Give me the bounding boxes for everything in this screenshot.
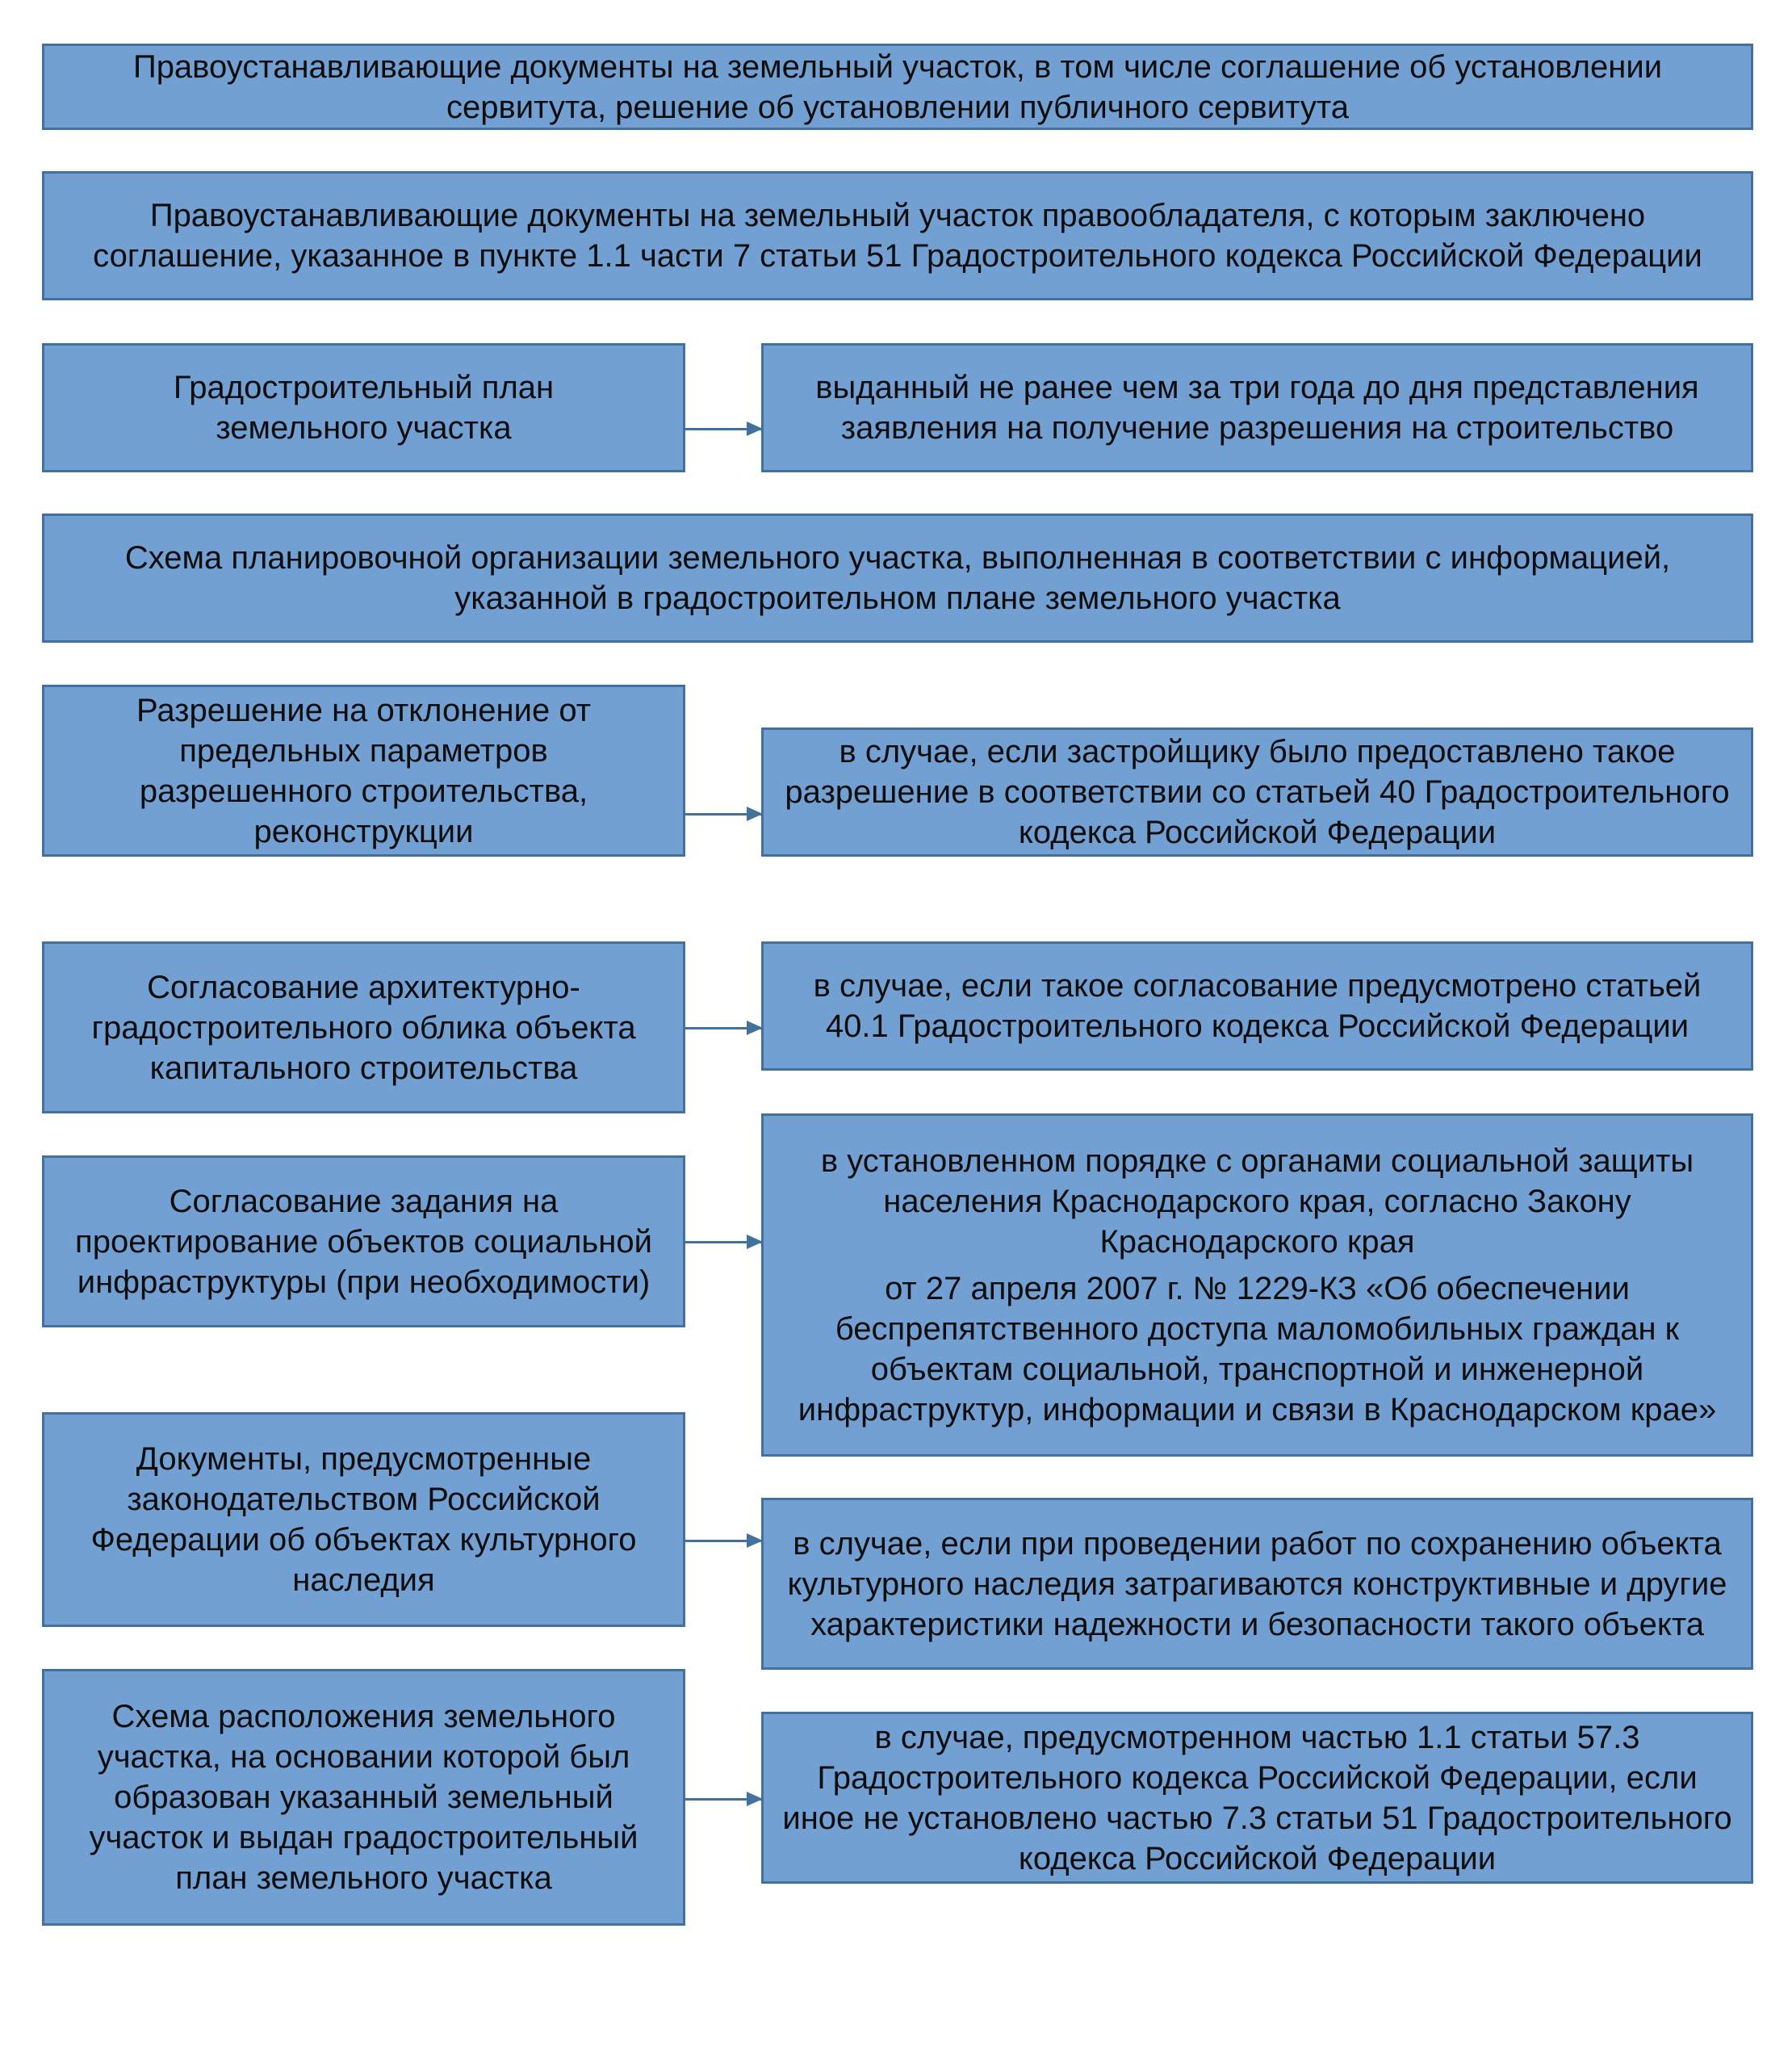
box-land-layout-condition-text: в случае, предусмотренном частью 1.1 статьи 57.3 Градостроительного кодекса Российской Федерации, если иное не установлено частью 7.3 статьи 51 Градостроительного кодекса Российской Федерации <box>782 1719 1732 1876</box>
box-social-condition-text-2: от 27 апреля 2007 г. № 1229-КЗ «Об обеспечении беспрепятственного доступа маломобильных граждан к объектам социальной, транспортной и инженерной инфраструктур, информации и связи в Краснодарском крае» <box>798 1270 1717 1428</box>
box-architectural-condition <box>761 941 1753 1071</box>
box-architectural-condition-text: в случае, если такое согласование предусмотрено статьей 40.1 Градостроительного кодекса Российской Федерации <box>813 968 1702 1044</box>
arrow-cultural-heritage <box>685 1540 761 1542</box>
box-site-scheme-text: Схема планировочной организации земельного участка, выполненная в соответствии с информацией, указанной в градостроительном плане земельного участка <box>124 540 1671 616</box>
box-rightholder-documents <box>42 171 1753 300</box>
box-land-layout-condition <box>761 1712 1753 1884</box>
box-social-condition-text-1: в установленном порядке с органами социальной защиты населения Краснодарского края, согласно Закону Краснодарского края <box>820 1143 1694 1260</box>
box-cultural-heritage <box>42 1412 685 1627</box>
box-social-infrastructure-text: Согласование задания на проектирование объектов социальной инфраструктуры (при необходимости) <box>75 1183 652 1300</box>
box-cultural-condition <box>761 1498 1753 1670</box>
box-architectural-appearance <box>42 941 685 1113</box>
box-title-documents <box>42 44 1753 130</box>
box-gradplan-condition <box>761 343 1753 472</box>
box-land-layout-scheme-text: Схема расположения земельного участка, на основании которой был образован указанный земельный участок и выдан градостроительный план земельного участка <box>89 1699 639 1896</box>
box-cultural-heritage-text: Документы, предусмотренные законодательством Российской Федерации об объектах культурного наследия <box>90 1441 637 1598</box>
box-social-condition <box>761 1113 1753 1457</box>
arrow-deviation-permit <box>685 813 761 815</box>
box-social-infrastructure <box>42 1155 685 1327</box>
box-title-documents-text: Правоустанавливающие документы на земельный участок, в том числе соглашение об установлении сервитута, решение об установлении публичного сервитута <box>132 48 1663 125</box>
box-deviation-condition-text: в случае, если застройщику было предоставлено такое разрешение в соответствии со статьей 40 Градостроительного кодекса Российской Федерации <box>785 734 1730 850</box>
arrow-social-infrastructure <box>685 1241 761 1243</box>
box-gradplan-condition-text: выданный не ранее чем за три года до дня представления заявления на получение разрешения на строительство <box>815 370 1699 446</box>
box-site-scheme <box>42 514 1753 643</box>
box-gradplan <box>42 343 685 472</box>
box-architectural-appearance-text: Согласование архитектурно-градостроительного облика объекта капитального строительства <box>91 969 636 1086</box>
box-cultural-condition-text: в случае, если при проведении работ по сохранению объекта культурного наследия затрагиваются конструктивные и другие характеристики надежности и безопасности такого объекта <box>787 1525 1727 1642</box>
arrow-gradplan <box>685 428 761 430</box>
box-deviation-permit-text: Разрешение на отклонение от предельных параметров разрешенного строительства, реконструкции <box>136 692 592 849</box>
box-gradplan-text: Градостроительный план земельного участка <box>173 370 555 446</box>
box-deviation-permit <box>42 685 685 857</box>
arrow-land-layout-scheme <box>685 1798 761 1801</box>
box-land-layout-scheme <box>42 1669 685 1926</box>
box-deviation-condition <box>761 727 1753 857</box>
arrow-architectural-appearance <box>685 1027 761 1029</box>
box-rightholder-documents-text: Правоустанавливающие документы на земельный участок правообладателя, с которым заключено соглашение, указанное в пункте 1.1 части 7 статьи 51 Градостроительного кодекса Российской Федерации <box>93 198 1702 274</box>
